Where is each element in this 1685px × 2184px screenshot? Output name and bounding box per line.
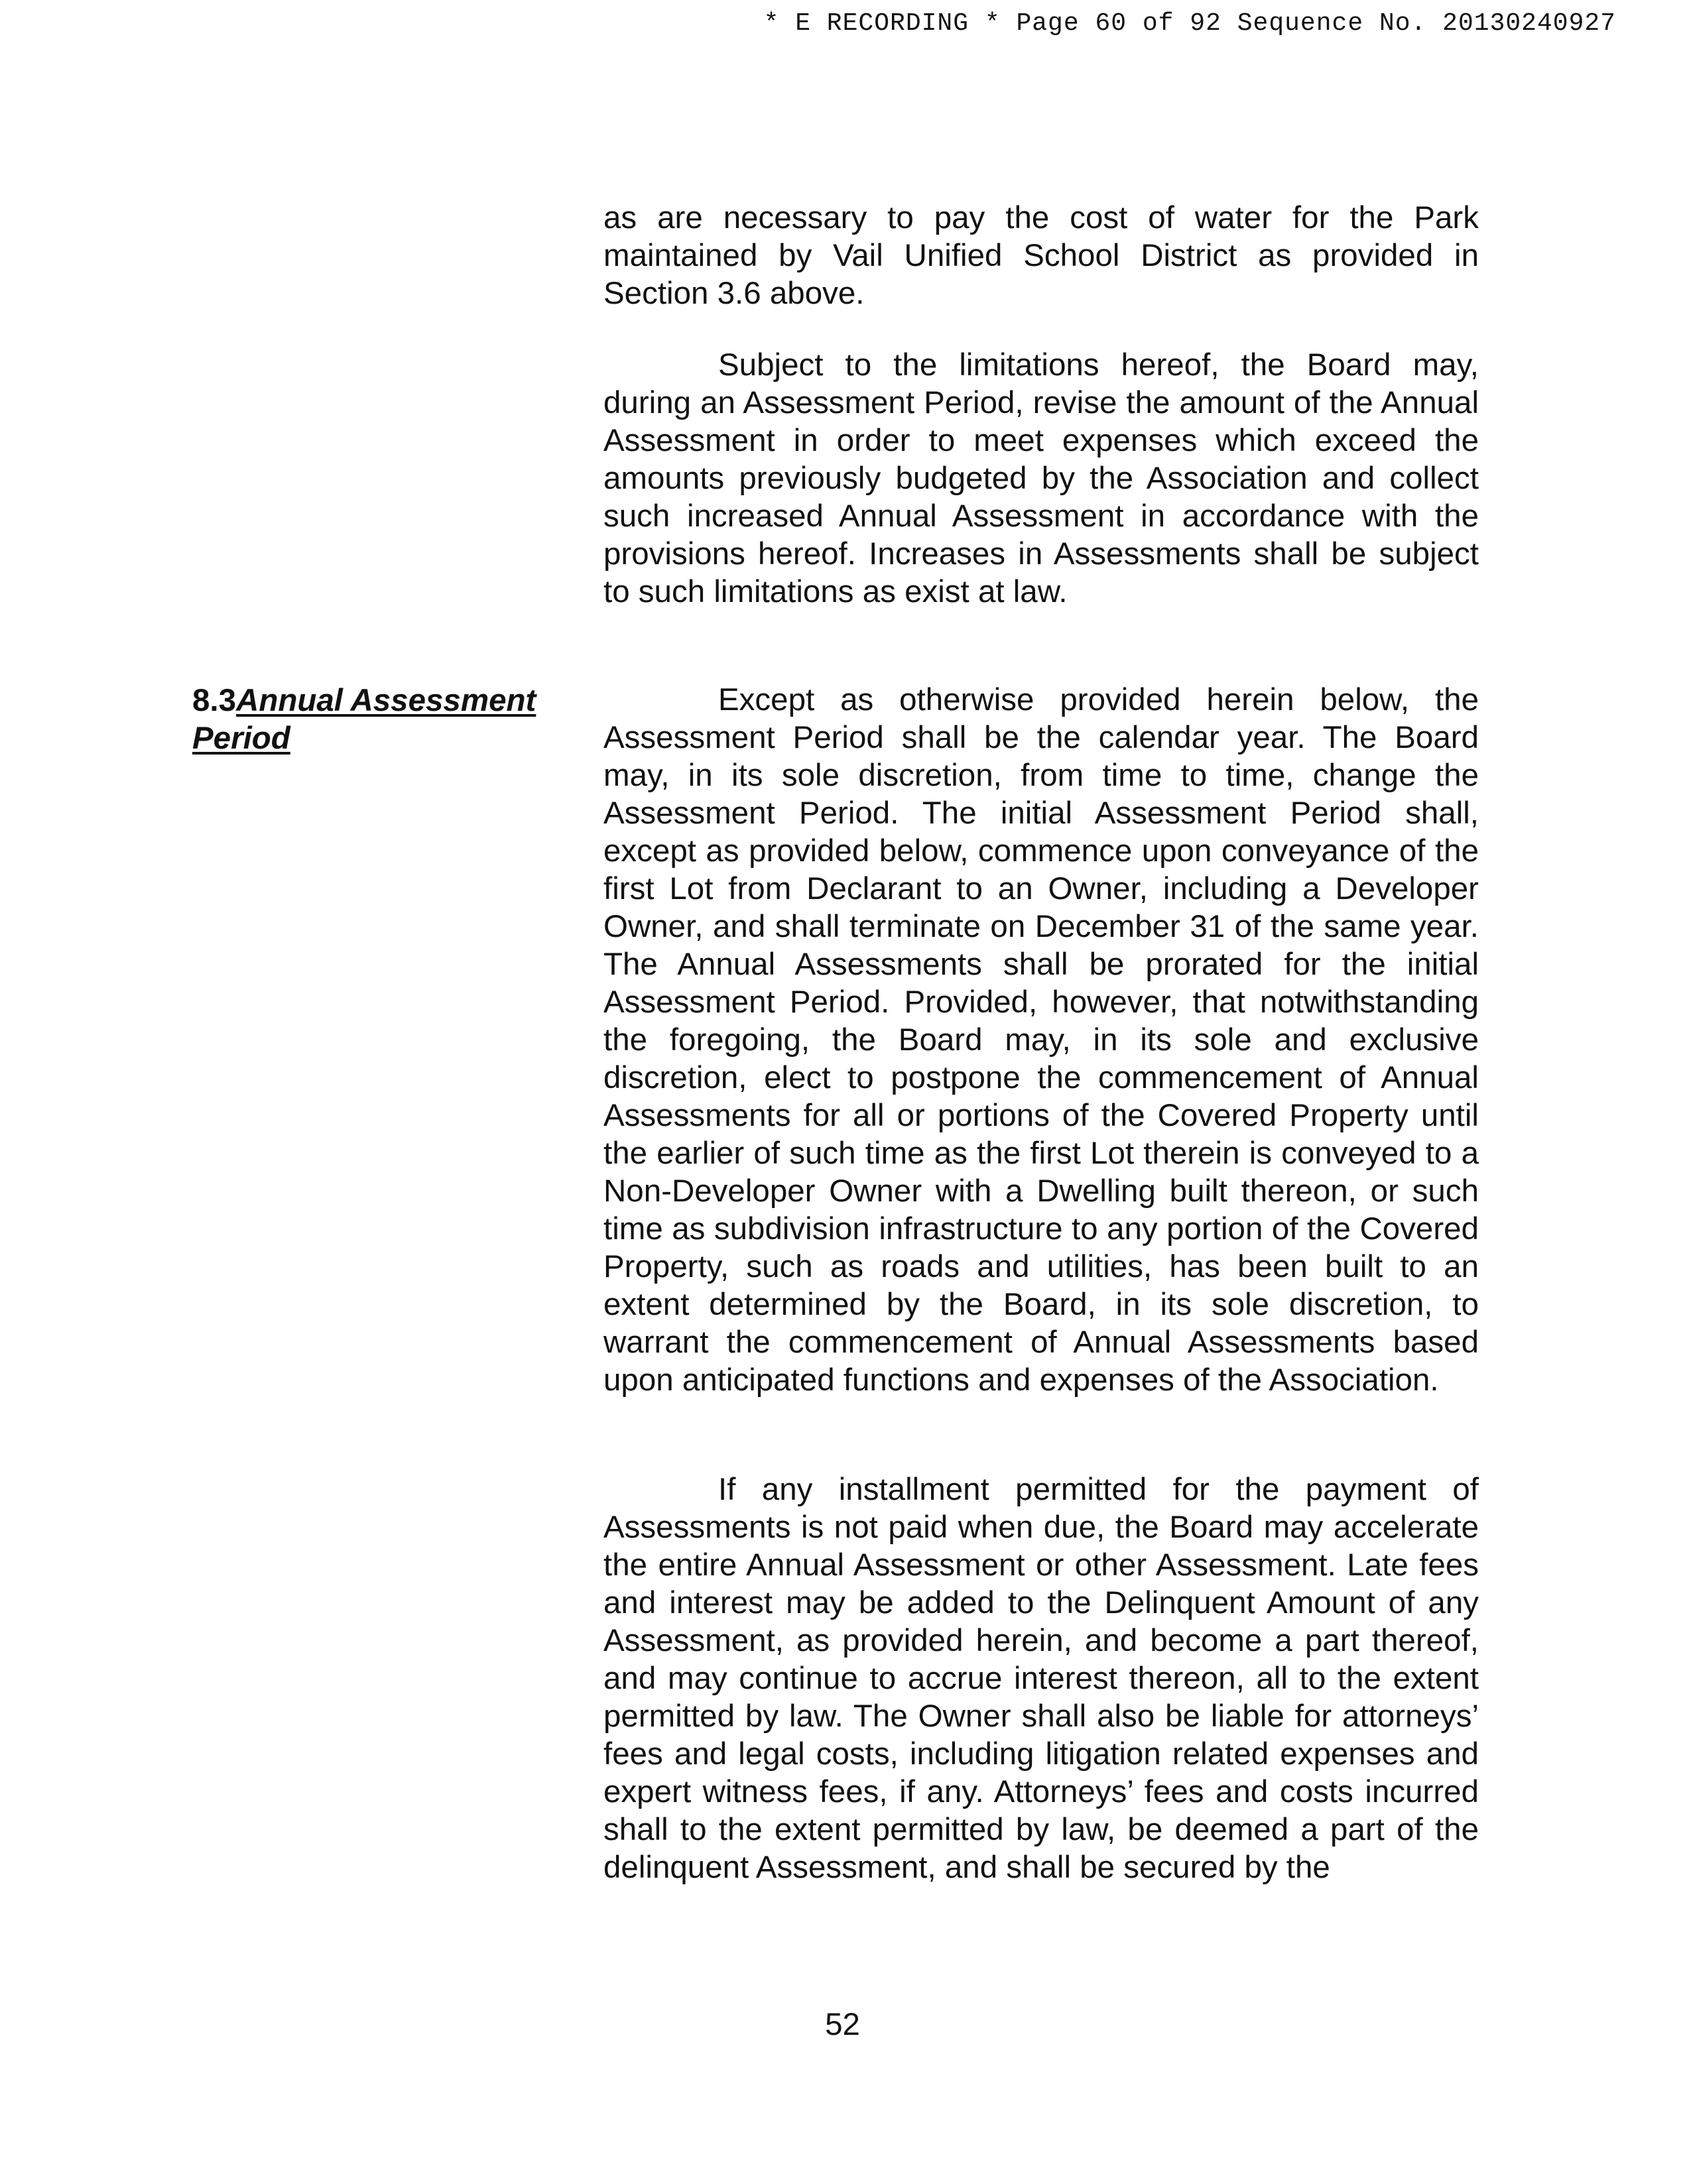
paragraph-assessment-period [603, 681, 1479, 1399]
paragraph-text: If any installment permitted for the payment of Assessments is not paid when due, the Board may accelerate the entire Annual Assessment or other Assessment. Late fees and interest may be added to the Delinquent Amount of any Assessment, as provided herein, and become a part thereof, and may continue to accrue interest thereon, all to the extent permitted by law. The Owner shall also be liable for attorneys’ fees and legal costs, including litigation related expenses and expert witness fees, if any. Attorneys’ fees and costs incurred shall to the extent permitted by law, be deemed a part of the delinquent Assessment, and shall be secured by the [603, 1472, 1479, 1885]
section-heading [192, 682, 584, 757]
paragraph-text: as are necessary to pay the cost of water for the Park maintained by Vail Unified School District as provided in Section 3.6 above. [603, 200, 1479, 311]
paragraph-revise-assessment [603, 346, 1479, 611]
paragraph-installment [603, 1471, 1479, 1886]
paragraph-text: Subject to the limitations hereof, the Board may, during an Assessment Period, revise the amount of the Annual Assessment in order to meet expenses which exceed the amounts previously budgeted by the Association and collect such increased Annual Assessment in accordance with the provisions hereof. Increases in Assessments shall be subject to such limitations as exist at law. [603, 347, 1479, 609]
section-title: Annual Assessment Period [192, 683, 536, 756]
paragraph-continuation [603, 199, 1479, 312]
recording-header: * E RECORDING * Page 60 of 92 Sequence No. 20130240927 [763, 9, 1616, 38]
paragraph-text: Except as otherwise provided herein below, the Assessment Period shall be the calendar year. The Board may, in its sole discretion, from time to time, change the Assessment Period. The initial Assessment Period shall, except as provided below, commence upon conveyance of the first Lot from Declarant to an Owner, including a Developer Owner, and shall terminate on December 31 of the same year. The Annual Assessments shall be prorated for the initial Assessment Period. Provided, however, that notwithstanding the foregoing, the Board may, in its sole and exclusive discretion, elect to postpone the commencement of Annual Assessments for all or portions of the Covered Property until the earlier of such time as the first Lot therein is conveyed to a Non-Developer Owner with a Dwelling built thereon, or such time as subdivision infrastructure to any portion of the Covered Property, such as roads and utilities, has been built to an extent determined by the Board, in its sole discretion, to warrant the commencement of Annual Assessments based upon anticipated functions and expenses of the Association. [603, 682, 1479, 1398]
section-number: 8.3 [192, 683, 237, 718]
page-number: 52 [825, 2007, 860, 2042]
